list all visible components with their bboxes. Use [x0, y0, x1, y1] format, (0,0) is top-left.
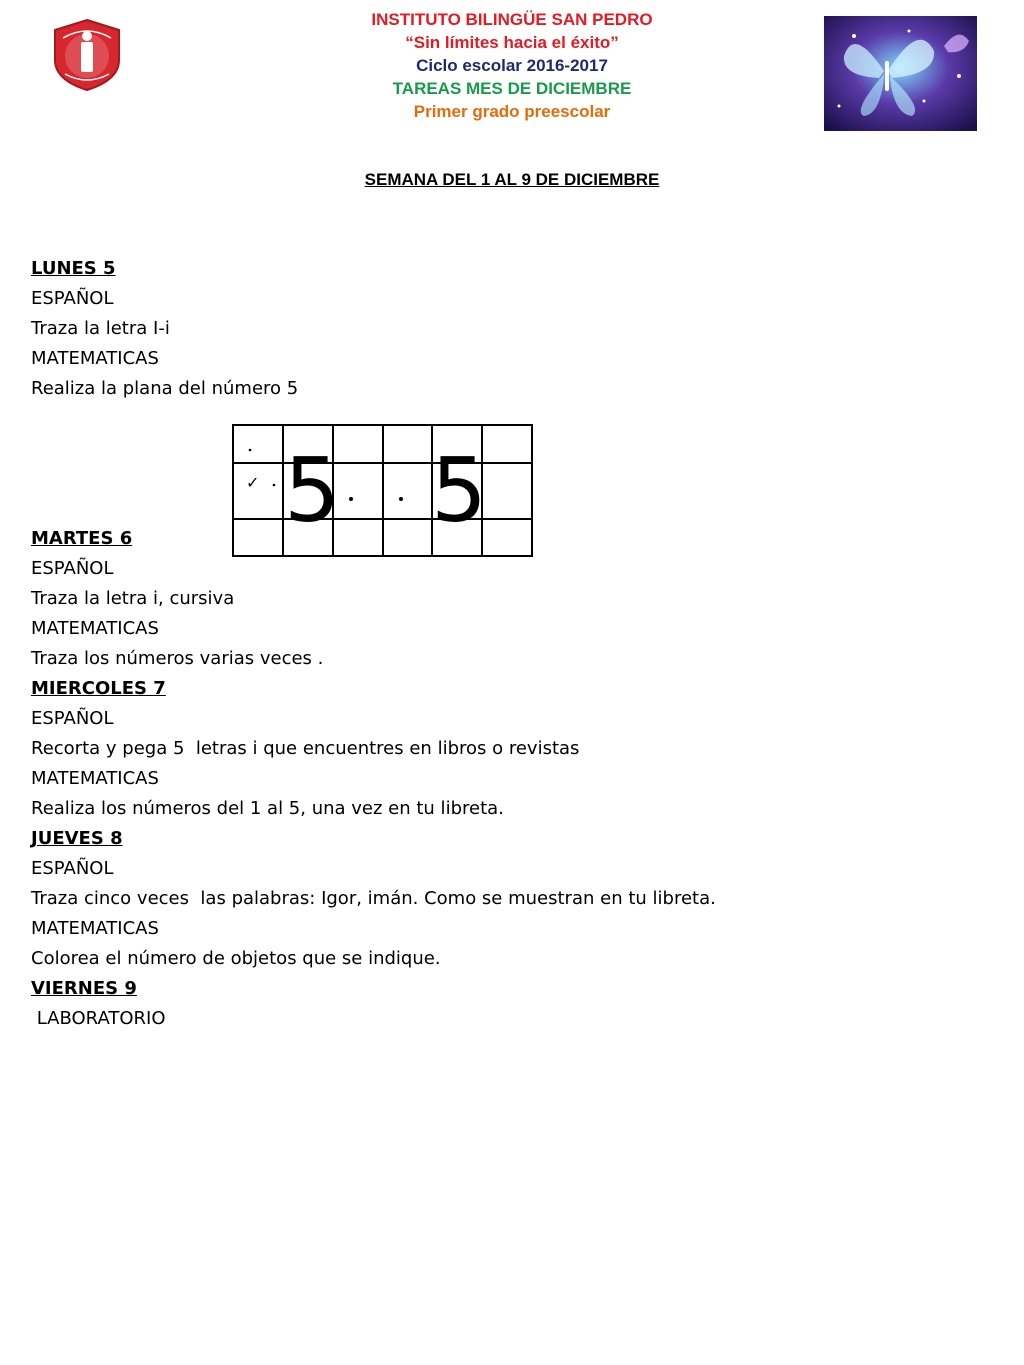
wednesday-line-1: ESPAÑOL	[31, 708, 114, 729]
monday-line-3: MATEMATICAS	[31, 348, 159, 369]
check-icon: ✓	[246, 473, 260, 492]
wednesday-line-3: MATEMATICAS	[31, 768, 159, 789]
school-cycle: Ciclo escolar 2016-2017	[416, 56, 608, 75]
tuesday-line-3: MATEMATICAS	[31, 618, 159, 639]
day-heading-tuesday: MARTES 6	[31, 528, 133, 549]
thursday-line-4: Colorea el número de objetos que se indique.	[31, 948, 441, 969]
document-title: TAREAS MES DE DICIEMBRE	[392, 79, 632, 98]
wednesday-line-2: Recorta y pega 5 letras i que encuentres en libros o revistas	[31, 738, 580, 759]
day-heading-friday: VIERNES 9	[31, 978, 137, 999]
school-name: INSTITUTO BILINGÜE SAN PEDRO	[371, 10, 653, 29]
school-motto: “Sin límites hacia el éxito”	[405, 33, 619, 52]
butterfly-image	[824, 16, 977, 131]
thursday-line-2: Traza cinco veces las palabras: Igor, imán. Como se muestran en tu libreta.	[31, 888, 716, 909]
week-title: SEMANA DEL 1 AL 9 DE DICIEMBRE	[364, 170, 660, 189]
grade-label: Primer grado preescolar	[413, 102, 611, 121]
homework-list	[31, 254, 716, 1034]
thursday-line-1: ESPAÑOL	[31, 858, 114, 879]
monday-line-4: Realiza la plana del número 5	[31, 378, 299, 399]
monday-line-1: ESPAÑOL	[31, 288, 114, 309]
tuesday-line-2: Traza la letra i, cursiva	[31, 588, 235, 609]
monday-line-2: Traza la letra I-i	[31, 318, 170, 339]
friday-line-1: LABORATORIO	[31, 1008, 166, 1029]
day-heading-wednesday: MIERCOLES 7	[31, 678, 166, 699]
grid-digit-1: 5	[284, 439, 340, 542]
tuesday-line-1: ESPAÑOL	[31, 558, 114, 579]
tuesday-line-4: Traza los números varias veces .	[31, 648, 324, 669]
grid-digit-2: 5	[431, 439, 487, 542]
day-heading-monday: LUNES 5	[31, 258, 116, 279]
number-practice-grid	[232, 424, 533, 557]
wednesday-line-4: Realiza los números del 1 al 5, una vez en tu libreta.	[31, 798, 504, 819]
day-heading-thursday: JUEVES 8	[31, 828, 123, 849]
thursday-line-3: MATEMATICAS	[31, 918, 159, 939]
